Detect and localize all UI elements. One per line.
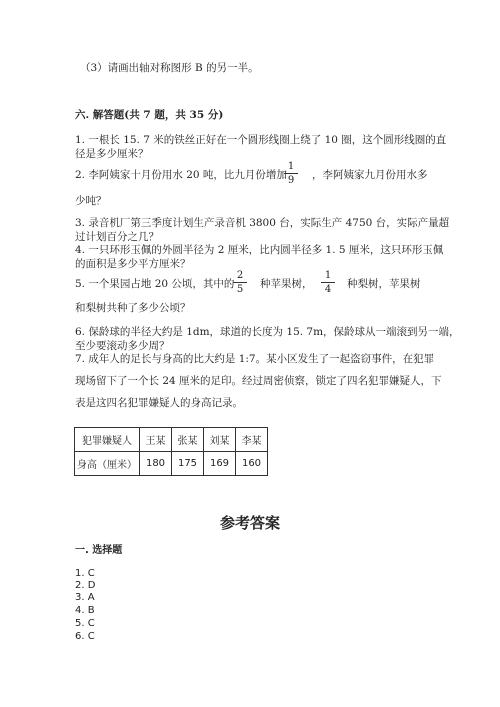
answer-item: 3. A: [75, 592, 95, 603]
answer-item: 6. C: [75, 631, 95, 642]
question-4-line-1: 4. 一只环形玉佩的外圆半径为 2 厘米，比内圆半径多 1. 5 厘米，这只环形玉佩: [75, 244, 444, 256]
section-heading: 六. 解答题(共 7 题，共 35 分): [75, 109, 224, 121]
table-cell: 犯罪嫌疑人: [75, 428, 140, 452]
answer-item: 1. C: [75, 568, 95, 579]
suspect-height-table: [74, 427, 268, 476]
question-7-line-2: 现场留下了一个长 24 厘米的足印。经过周密侦察，锁定了四名犯罪嫌疑人，下: [75, 375, 442, 387]
question-1-line-2: 径是多少厘米？: [75, 148, 149, 160]
fraction-numerator: 1: [287, 161, 295, 172]
question-5-fraction-2: [321, 270, 335, 295]
table-cell: 刘某: [204, 428, 236, 452]
question-2-text-end: ，李阿姨家九月份用水多: [312, 169, 428, 181]
question-5-text-end: 种梨树，苹果树: [347, 278, 421, 290]
answers-title: 参考答案: [219, 514, 280, 532]
question-7-line-1: 7. 成年人的足长与身高的比大约是 1:7。某小区发生了一起盗窃事件，在犯罪: [75, 353, 435, 365]
question-2-fraction: [284, 161, 298, 186]
table-cell: 王某: [140, 428, 172, 452]
fraction-denominator: 9: [287, 175, 295, 186]
question-4-line-2: 的面积是多少平方厘米？: [75, 258, 191, 270]
question-2-text: 2. 李阿姨家十月份用水 20 吨，比九月份增加: [75, 169, 287, 181]
answer-item: 2. D: [75, 580, 96, 591]
table-cell: 身高（厘米）: [75, 452, 140, 476]
table-cell: 张某: [172, 428, 204, 452]
question-5-line-2: 和梨树共种了多少公顷？: [75, 302, 191, 314]
fraction-denominator: 4: [324, 284, 332, 295]
table-cell: 李某: [236, 428, 268, 452]
fraction-numerator: 2: [236, 270, 244, 281]
question-7-line-3: 表是这四名犯罪嫌疑人的身高记录。: [75, 397, 243, 409]
question-2-line-2: 少吨？: [75, 195, 107, 207]
answer-item: 4. B: [75, 605, 95, 616]
fraction-numerator: 1: [324, 270, 332, 281]
question-item-3: （3）请画出轴对称图形 B 的另一半。: [80, 62, 259, 74]
question-5-text: 5. 一个果园占地 20 公顷，其中的: [75, 278, 235, 290]
question-3-line-1: 3. 录音机厂第三季度计划生产录音机 3800 台，实际生产 4750 台，实际产量超: [75, 217, 450, 229]
question-6-line-2: 至少要滚动多少周？: [75, 340, 170, 352]
fraction-denominator: 5: [236, 284, 244, 295]
table-cell: 169: [204, 452, 236, 476]
question-6-line-1: 6. 保龄球的半径大约是 1dm，球道的长度为 15. 7m，保龄球从一端滚到另一端，: [75, 326, 460, 338]
table-cell: 175: [172, 452, 204, 476]
answer-item: 5. C: [75, 618, 95, 629]
question-1-line-1: 1. 一根长 15. 7 米的铁丝正好在一个圆形线圈上绕了 10 圈，这个圆形线圈的直: [75, 134, 447, 146]
question-5-text-mid: 种苹果树，: [260, 278, 313, 290]
answers-section-heading: 一. 选择题: [75, 545, 123, 556]
question-5-fraction-1: [233, 270, 247, 295]
question-3-line-2: 过计划百分之几？: [75, 231, 159, 243]
table-row: [75, 452, 268, 476]
table-cell: 160: [236, 452, 268, 476]
table-header-row: [75, 428, 268, 452]
table-cell: 180: [140, 452, 172, 476]
